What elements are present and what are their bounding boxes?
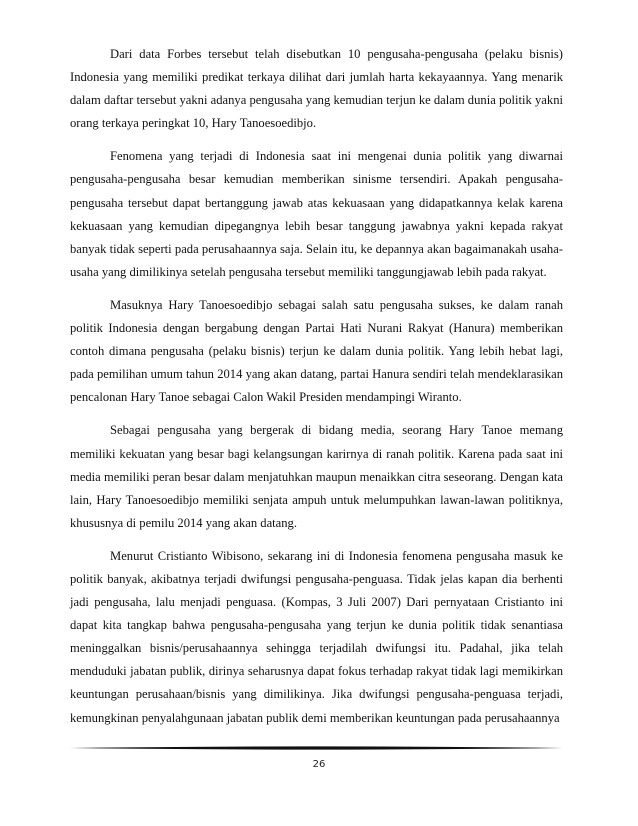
paragraph-3: Masuknya Hary Tanoesoedibjo sebagai salah satu pengusaha sukses, ke dalam ranah politik Indonesia dengan bergabung dengan Partai Hati Nurani Rakyat (Hanura) memberikan contoh dimana pengusaha (pelaku bisnis) terjun ke dalam dunia politik. Yang lebih hebat lagi, pada pemilihan umum tahun 2014 yang akan datang, partai Hanura sendiri telah mendeklarasikan pencalonan Hary Tanoe sebagai Calon Wakil Presiden mendampingi Wiranto. bbox=[70, 297, 563, 405]
paragraph-2: Fenomena yang terjadi di Indonesia saat ini mengenai dunia politik yang diwarnai pengusaha-pengusaha besar kemudian memberikan sinisme tersendiri. Apakah pengusaha-pengusaha tersebut dapat bertanggung jawab atas kekuasaan yang didapatkannya kelak karena kekuasaan yang kemudian dipegangnya lebih besar tanggung jawabnya yakni kepada rakyat banyak tidak seperti pada perusahaannya saja. Selain itu, ke depannya akan bagaimanakah usaha-usaha yang dimilikinya setelah pengusaha tersebut memiliki tanggungjawab lebih pada rakyat. bbox=[70, 149, 563, 279]
paragraph-1: Dari data Forbes tersebut telah disebutkan 10 pengusaha-pengusaha (pelaku bisnis) Indonesia yang memiliki predikat terkaya dilihat dari jumlah harta kekayaannya. Yang menarik dalam daftar tersebut yakni adanya pengusaha yang kemudian terjun ke dalam dunia politik yakni orang terkaya peringkat 10, Hary Tanoesoedibjo. bbox=[70, 47, 563, 131]
paragraph-4: Sebagai pengusaha yang bergerak di bidang media, seorang Hary Tanoe memang memiliki kekuatan yang besar bagi kelangsungan karirnya di ranah politik. Karena pada saat ini media memiliki peran besar dalam menjatuhkan maupun menaikkan citra seseorang. Dengan kata lain, Hary Tanoesoedibjo memiliki senjata ampuh untuk melumpuhkan lawan-lawan politiknya, khususnya di pemilu 2014 yang akan datang. bbox=[70, 423, 563, 530]
paragraph-5: Menurut Cristianto Wibisono, sekarang ini di Indonesia fenomena pengusaha masuk ke politik banyak, akibatnya terjadi dwifungsi pengusaha-penguasa. Tidak jelas kapan dia berhenti jadi pengusaha, lalu menjadi penguasa. (Kompas, 3 Juli 2007) Dari pernyataan Cristianto ini dapat kita tangkap bahwa pengusaha-pengusaha yang terjun ke dunia politik tidak senantiasa meninggalkan bisnis/perusahaannya sehingga terjadilah dwifungsi itu. Padahal, jika telah menduduki jabatan publik, dirinya seharusnya dapat fokus terhadap rakyat tidak lagi memikirkan keuntungan perusahaan/bisnis yang dimilikinya. Jika dwifungsi pengusaha-penguasa terjadi, kemungkinan penyalahgunaan jabatan publik demi memberikan keuntungan pada perusahaannya bbox=[70, 548, 563, 725]
page-body bbox=[70, 43, 563, 730]
footer-divider bbox=[70, 745, 563, 751]
page-number: 26 bbox=[312, 759, 326, 770]
